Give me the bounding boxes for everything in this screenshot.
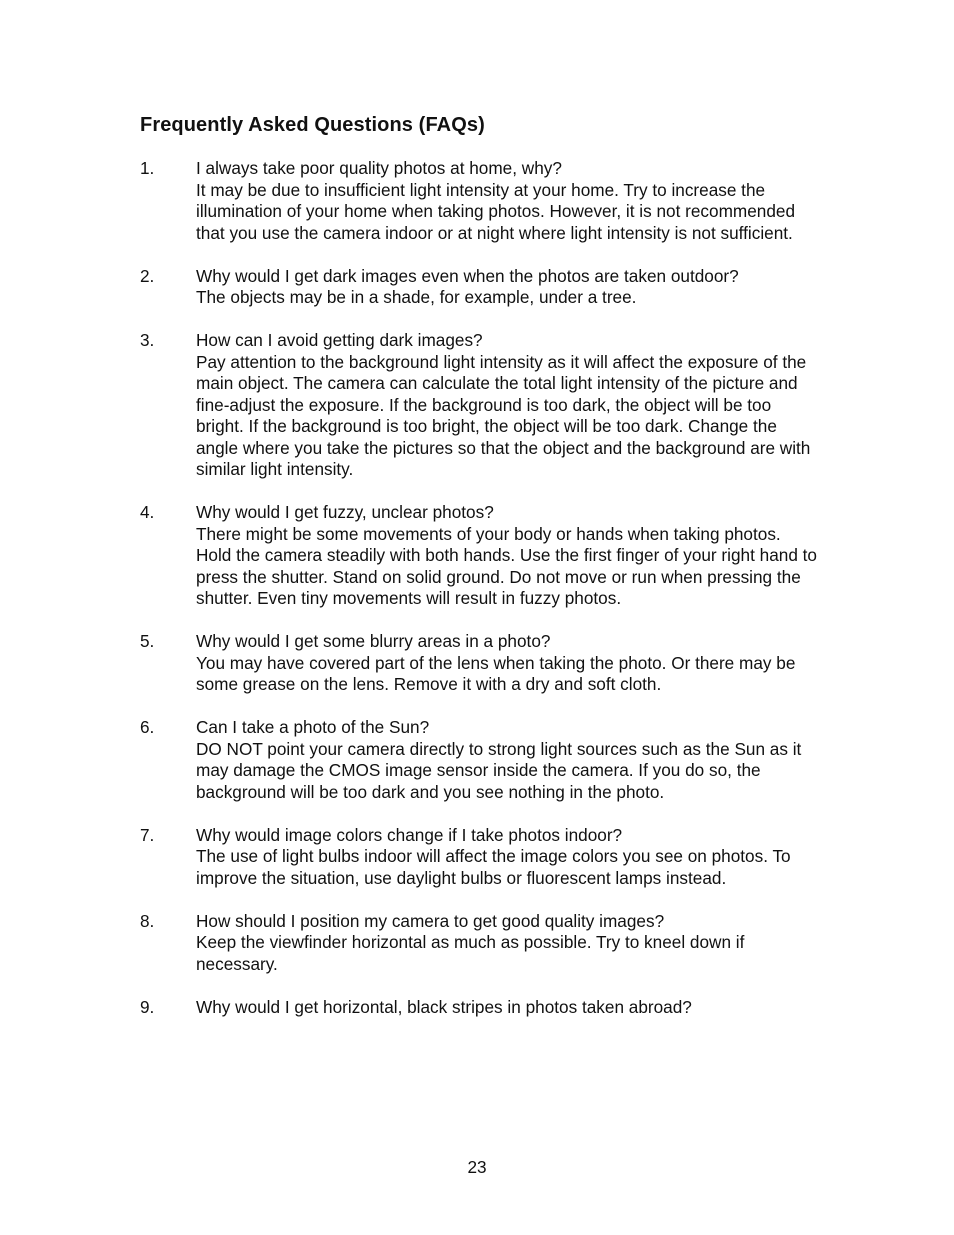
faq-item-5	[140, 631, 820, 696]
faq-number: 4.	[140, 502, 155, 522]
faq-answer: The use of light bulbs indoor will affect the image colors you see on photos. To improve the situation, use daylight bulbs or fluorescent lamps instead.	[196, 846, 791, 888]
faq-answer: The objects may be in a shade, for example, under a tree.	[196, 287, 637, 307]
faq-body	[196, 158, 820, 244]
faq-number: 2.	[140, 265, 155, 286]
faq-body	[196, 825, 820, 890]
faq-question: Why would I get fuzzy, unclear photos?	[196, 502, 494, 522]
faq-answer: DO NOT point your camera directly to strong light sources such as the Sun as it may damage the CMOS image sensor inside the camera. If you do so, the background will be too dark and you see nothing in the photo.	[196, 738, 802, 802]
faq-item-7	[140, 825, 820, 890]
faq-number: 1.	[140, 158, 155, 178]
faq-number: 9.	[140, 996, 155, 1017]
faq-question: Why would I get some blurry areas in a photo?	[196, 631, 551, 651]
faq-number: 7.	[140, 824, 155, 845]
faq-question: How can I avoid getting dark images?	[196, 330, 483, 350]
faq-answer: Pay attention to the background light intensity as it will affect the exposure of the main object. The camera can calculate the total light intensity of the picture and fine-adjust the exposure. If the background is too dark, the object will be too bright. If the background is too bright, the object will be too dark. Change the angle where you take the pictures so that the object and the background are with similar light intensity.	[196, 351, 811, 479]
faq-item-8	[140, 911, 820, 976]
faq-answer: You may have covered part of the lens when taking the photo. Or there may be some grease on the lens. Remove it with a dry and soft cloth.	[196, 652, 796, 694]
faq-number: 8.	[140, 910, 155, 931]
faq-item-1	[140, 158, 820, 244]
faq-question: Why would I get horizontal, black stripes in photos taken abroad?	[196, 996, 692, 1017]
faq-question: I always take poor quality photos at home, why?	[196, 158, 562, 178]
faq-question: Can I take a photo of the Sun?	[196, 717, 430, 737]
faq-body	[196, 266, 820, 309]
faq-body	[196, 330, 820, 481]
faq-item-2	[140, 266, 820, 309]
faq-question: Why would image colors change if I take photos indoor?	[196, 824, 623, 845]
faq-question: Why would I get dark images even when the photos are taken outdoor?	[196, 265, 739, 286]
faq-number: 5.	[140, 631, 155, 651]
faq-body	[196, 911, 820, 976]
page-title: Frequently Asked Questions (FAQs)	[140, 114, 485, 136]
faq-number: 3.	[140, 330, 155, 350]
faq-body	[196, 631, 820, 696]
faq-item-9	[140, 997, 820, 1019]
faq-number: 6.	[140, 717, 155, 737]
faq-answer: There might be some movements of your body or hands when taking photos. Hold the camera steadily with both hands. Use the first finger of your right hand to press the shutter. Stand on solid ground. Do not move or run when pressing the shutter. Even tiny movements will result in fuzzy photos.	[196, 523, 817, 608]
faq-item-4	[140, 502, 820, 610]
faq-item-3	[140, 330, 820, 481]
faq-answer: It may be due to insufficient light intensity at your home. Try to increase the illumination of your home when taking photos. However, it is not recommended that you use the camera indoor or at night where light intensity is not sufficient.	[196, 179, 796, 243]
faq-list	[140, 158, 820, 1040]
faq-body	[196, 717, 820, 803]
faq-body	[196, 997, 820, 1019]
page-number: 23	[467, 1157, 487, 1177]
faq-question: How should I position my camera to get good quality images?	[196, 910, 665, 931]
faq-answer: Keep the viewfinder horizontal as much as possible. Try to kneel down if necessary.	[196, 932, 745, 974]
faq-body	[196, 502, 820, 610]
faq-item-6	[140, 717, 820, 803]
